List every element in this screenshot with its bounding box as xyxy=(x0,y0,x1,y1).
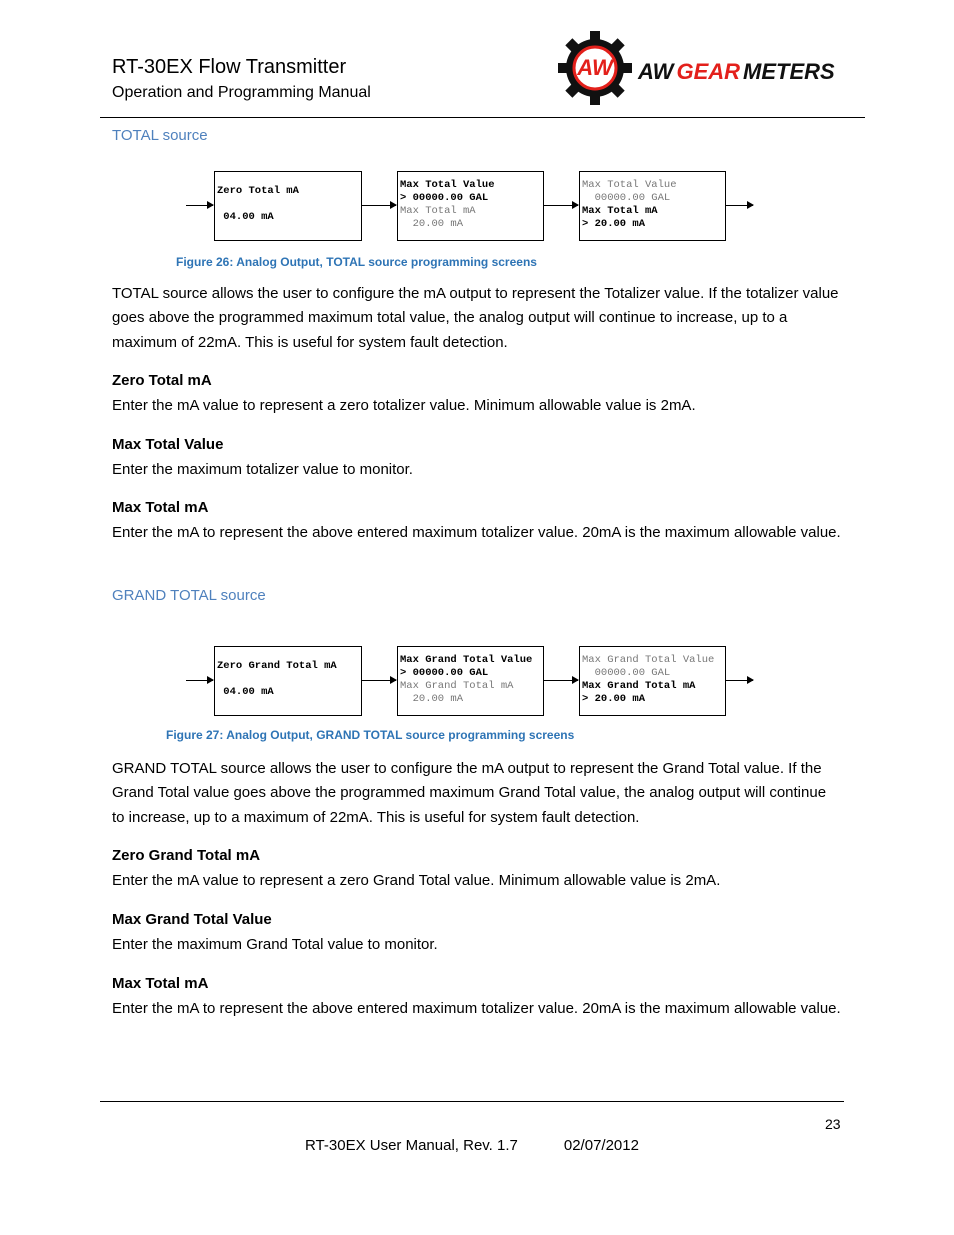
screen-line: Zero Total mA xyxy=(217,185,299,197)
arrow-icon xyxy=(362,680,396,681)
screen-line: Max Total Value xyxy=(582,179,677,191)
screen-line: Zero Grand Total mA xyxy=(217,660,337,672)
item-text: Enter the mA to represent the above entered maximum totalizer value. 20mA is the maximum allowable value. xyxy=(112,524,841,541)
screen-max-total-ma xyxy=(579,171,726,241)
item-text: Enter the maximum Grand Total value to monitor. xyxy=(112,936,438,953)
screen-line: Max Grand Total Value xyxy=(400,654,533,666)
screen-line: 00000.00 GAL xyxy=(582,667,671,679)
screen-max-grand-total-value xyxy=(397,646,544,716)
screen-line xyxy=(217,673,359,686)
screen-line: > 20.00 mA xyxy=(582,693,646,705)
screen-line: Max Grand Total mA xyxy=(400,680,514,692)
item-heading: Max Total mA xyxy=(112,499,209,516)
item-text: Enter the maximum totalizer value to monitor. xyxy=(112,461,413,478)
screen-line: 04.00 mA xyxy=(217,686,274,698)
footer-manual: RT-30EX User Manual, Rev. 1.7 xyxy=(305,1137,518,1154)
screen-max-grand-total-ma xyxy=(579,646,726,716)
figure-caption: Figure 26: Analog Output, TOTAL source programming screens xyxy=(176,255,537,269)
screen-line: 04.00 mA xyxy=(217,211,274,223)
screen-line xyxy=(217,198,359,211)
section-title-total: TOTAL source xyxy=(112,127,208,144)
page-number: 23 xyxy=(825,1116,841,1132)
item-text: Enter the mA value to represent a zero totalizer value. Minimum allowable value is 2mA. xyxy=(112,397,696,414)
screen-line: 20.00 mA xyxy=(400,218,464,230)
screen-line: Max Total mA xyxy=(400,205,476,217)
arrow-icon xyxy=(186,680,213,681)
screen-line: > 00000.00 GAL xyxy=(400,667,489,679)
item-heading: Zero Total mA xyxy=(112,372,212,389)
figure-caption: Figure 27: Analog Output, GRAND TOTAL source programming screens xyxy=(166,728,575,742)
screen-line: > 00000.00 GAL xyxy=(400,192,489,204)
screen-zero-grand-total-ma xyxy=(214,646,362,716)
screen-line: Max Grand Total mA xyxy=(582,680,696,692)
arrow-icon xyxy=(726,205,753,206)
paragraph: GRAND TOTAL source allows the user to configure the mA output to represent the Grand Total value. If the Grand Total value goes above the programmed maximum Grand Total value, the analog output will continue to increase, up to a maximum of 22mA. This is useful for system fault detection. xyxy=(112,760,827,826)
arrow-icon xyxy=(362,205,396,206)
arrow-icon xyxy=(186,205,213,206)
screen-zero-total-ma xyxy=(214,171,362,241)
item-heading: Zero Grand Total mA xyxy=(112,847,261,864)
footer-rule xyxy=(100,1101,844,1102)
company-logo xyxy=(556,30,846,106)
svg-text:AWGEARMETERS: AW GEAR METERS xyxy=(638,59,835,84)
screen-line: > 20.00 mA xyxy=(582,218,646,230)
screen-line: Max Grand Total Value xyxy=(582,654,715,666)
item-heading: Max Total Value xyxy=(112,436,224,453)
header-rule xyxy=(100,117,865,118)
arrow-icon xyxy=(544,680,578,681)
arrow-icon xyxy=(544,205,578,206)
screen-line: Max Total Value xyxy=(400,179,495,191)
document-subtitle: Operation and Programming Manual xyxy=(112,84,371,101)
item-heading: Max Grand Total Value xyxy=(112,911,272,928)
screen-line: Max Total mA xyxy=(582,205,658,217)
screen-line: 20.00 mA xyxy=(400,693,464,705)
footer-date: 02/07/2012 xyxy=(563,1137,639,1154)
paragraph: TOTAL source allows the user to configure the mA output to represent the Totalizer value. If the totalizer value goes above the programmed maximum total value, the analog output will continue to increase, up to a maximum of 22mA. This is useful for system fault detection. xyxy=(112,285,839,351)
item-text: Enter the mA to represent the above entered maximum totalizer value. 20mA is the maximum allowable value. xyxy=(112,1000,841,1017)
item-heading: Max Total mA xyxy=(112,975,209,992)
arrow-icon xyxy=(726,680,753,681)
screen-max-total-value xyxy=(397,171,544,241)
document-title: RT-30EX Flow Transmitter xyxy=(112,56,347,78)
footer-text xyxy=(305,1137,639,1154)
gear-icon xyxy=(558,31,632,105)
item-text: Enter the mA value to represent a zero Grand Total value. Minimum allowable value is 2mA. xyxy=(112,872,721,889)
screen-line: 00000.00 GAL xyxy=(582,192,671,204)
section-title-grand-total: GRAND TOTAL source xyxy=(112,587,266,604)
svg-text:AW: AW xyxy=(577,55,613,80)
